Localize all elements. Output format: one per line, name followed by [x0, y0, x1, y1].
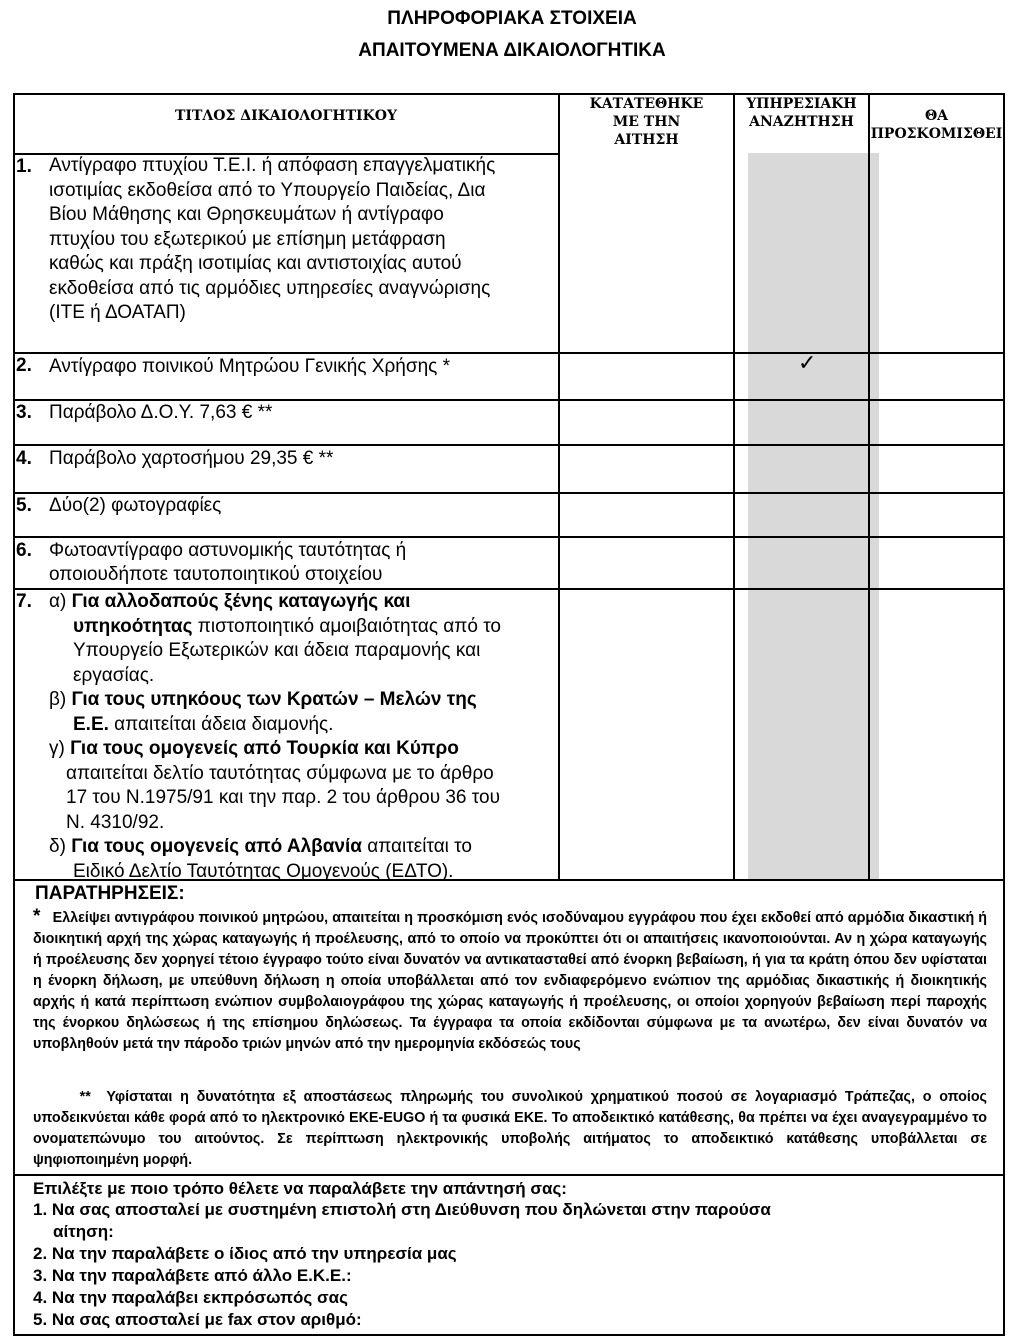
- reply-option-5: 5. Να σας αποσταλεί με fax στον αριθμό:: [33, 1310, 362, 1329]
- row-3-number: 3.: [16, 402, 32, 423]
- reply-options-prompt: Επιλέξτε με ποιο τρόπο θέλετε να παραλάβετε την απάντησή σας:: [33, 1179, 567, 1198]
- notes-title: ΠΑΡΑΤΗΡΗΣΕΙΣ:: [35, 883, 185, 904]
- row-6-number: 6.: [16, 540, 32, 561]
- reply-options-section: [13, 1176, 1005, 1336]
- reply-option-1-cont: αίτηση:: [53, 1222, 114, 1241]
- row-4-number: 4.: [16, 448, 32, 469]
- row-6-text: Φωτοαντίγραφο αστυνομικής ταυτότητας ή οποιουδήποτε ταυτοποιητικού στοιχείου: [49, 540, 407, 585]
- row-1-text: Αντίγραφο πτυχίου Τ.Ε.Ι. ή απόφαση επαγγελματικής ισοτιμίας εκδοθείσα από το Υπουργείο Παιδείας, Δια Βίου Μάθησης και Θρησκευμάτων ή αντίγραφο πτυχίου του εξωτερικού με επίσημη μετάφραση καθώς και πράξη ισοτιμίας και αντιστοιχίας αυτού εκδοθείσα από τις αρμόδιες υπηρεσίες αναγνώρισης (ΙΤΕ ή ΔΟΑΤΑΠ): [49, 155, 496, 323]
- row-1-number: 1.: [16, 156, 32, 177]
- note-2: ** Υφίσταται η δυνατότητα εξ αποστάσεως πληρωμής του συνολικού χρηματικού ποσού σε λογαριασμό Τράπεζας, ο οποίος υποδεικνύεται κάθε φορά από το ηλεκτρονικό ΕΚΕ-EUGO ή τα φυσικά ΕΚΕ. Το αποδεικτικό κατάθεσης, θα πρέπει να έχει αναγεγραμμένο το ονοματεπώνυμο του αιτούντος. Σε περίπτωση ηλεκτρονικής υποβολής αιτήματος το αποδεικτικό κατάθεσης υποβάλλεται σε ψηφιοποιημένη μορφή.: [33, 1089, 987, 1168]
- row-4-text: Παράβολο χαρτοσήμου 29,35 € **: [49, 448, 334, 469]
- checkmark-icon: ✓: [798, 351, 817, 376]
- row-5-text: Δύο(2) φωτογραφίες: [49, 495, 222, 516]
- row-2-number: 2.: [16, 355, 32, 376]
- header-to-bring: ΘΑ ΠΡΟΣΚΟΜΙΣΘΕΙ: [870, 108, 1003, 142]
- service-search-shaded-column: [748, 153, 879, 881]
- row-7-number: 7.: [16, 591, 32, 612]
- row-3-text: Παράβολο Δ.Ο.Υ. 7,63 € **: [49, 402, 273, 423]
- reply-option-1: 1. Να σας αποσταλεί με συστημένη επιστολή στη Διεύθυνση που δηλώνεται στην παρούσα: [33, 1200, 771, 1219]
- row-7-text: α) Για αλλοδαπούς ξένης καταγωγής και υπηκοότητας πιστοποιητικό αμοιβαιότητας από το Υπουργείο Εξωτερικών και άδεια παραμονής και εργασίας. β) Για τους υπηκόους των Κρατών – Μελών της Ε.Ε. απαιτείται άδεια διαμονής. γ) Για τους ομογενείς από Τουρκία και Κύπρο απαιτείται δελτίο ταυτότητας σύμφωνα με το άρθρο 17 του Ν.1975/91 και την παρ. 2 του άρθρου 36 του Ν. 4310/92. δ) Για τους ομογενείς από Αλβανία απαιτείται το Ειδικό Δελτίο Ταυτότητας Ομογενούς (ΕΔΤΟ).: [49, 591, 501, 882]
- page-title: ΠΛΗΡΟΦΟΡΙΑΚΑ ΣΤΟΙΧΕΙΑ: [387, 8, 637, 29]
- page-subtitle: ΑΠΑΙΤΟΥΜΕΝΑ ΔΙΚΑΙΟΛΟΓΗΤΙΚΑ: [358, 40, 666, 61]
- header-submitted: ΚΑΤΑΤΕΘΗΚΕ ΜΕ ΤΗΝ ΑΙΤΗΣΗ: [589, 96, 704, 148]
- header-service-search: ΥΠΗΡΕΣΙΑΚΗ ΑΝΑΖΗΤΗΣΗ: [746, 96, 857, 130]
- notes-section: [13, 881, 1005, 1176]
- reply-option-4: 4. Να την παραλάβει εκπρόσωπός σας: [33, 1288, 348, 1307]
- documents-table: [13, 93, 1005, 881]
- row-5-number: 5.: [16, 495, 32, 516]
- reply-option-3: 3. Να την παραλάβετε από άλλο Ε.Κ.Ε.:: [33, 1266, 352, 1285]
- reply-option-2: 2. Να την παραλάβετε ο ίδιος από την υπηρεσία μας: [33, 1244, 457, 1263]
- header-title: ΤΙΤΛΟΣ ΔΙΚΑΙΟΛΟΓΗΤΙΚΟΥ: [175, 108, 397, 124]
- row-2-text: Αντίγραφο ποινικού Μητρώου Γενικής Χρήσης *: [49, 356, 450, 377]
- note-1: * Ελλείψει αντιγράφου ποινικού μητρώου, απαιτείται η προσκόμιση ενός ισοδύναμου εγγράφου που έχει εκδοθεί από αρμόδια δικαστική ή διοικητική αρχή της χώρας καταγωγής ή προέλευσης, από το οποίο να προκύπτει ότι οι απαιτήσεις ικανοποιούνται. Αν η χώρα καταγωγής ή προέλευσης δεν χορηγεί τέτοιο έγγραφο τούτο είναι δυνατόν να αντικατασταθεί από ένορκη βεβαίωση, ή για τα κράτη όπου δεν υφίσταται η ένορκη δήλωση, με υπεύθυνη δήλωση η οποία υποβάλλεται από τον ενδιαφερόμενο ενώπιον της αρμόδιας δικαστικής ή διοικητικής αρχής ή κατά περίπτωση ενώπιον συμβολαιογράφου της χώρας καταγωγής ή προέλευσης, οι οποίοι χορηγούν βεβαίωση περί παροχής της ένορκου δηλώσεως ή της επίσημου δηλώσεως. Τα έγγραφα τα οποία εκδίδονται σύμφωνα με τα ανωτέρω, δεν είναι δυνατόν να υποβληθούν μετά την πάροδο τριών μηνών από την ημερομηνία εκδόσεώς τους: [33, 906, 987, 1052]
